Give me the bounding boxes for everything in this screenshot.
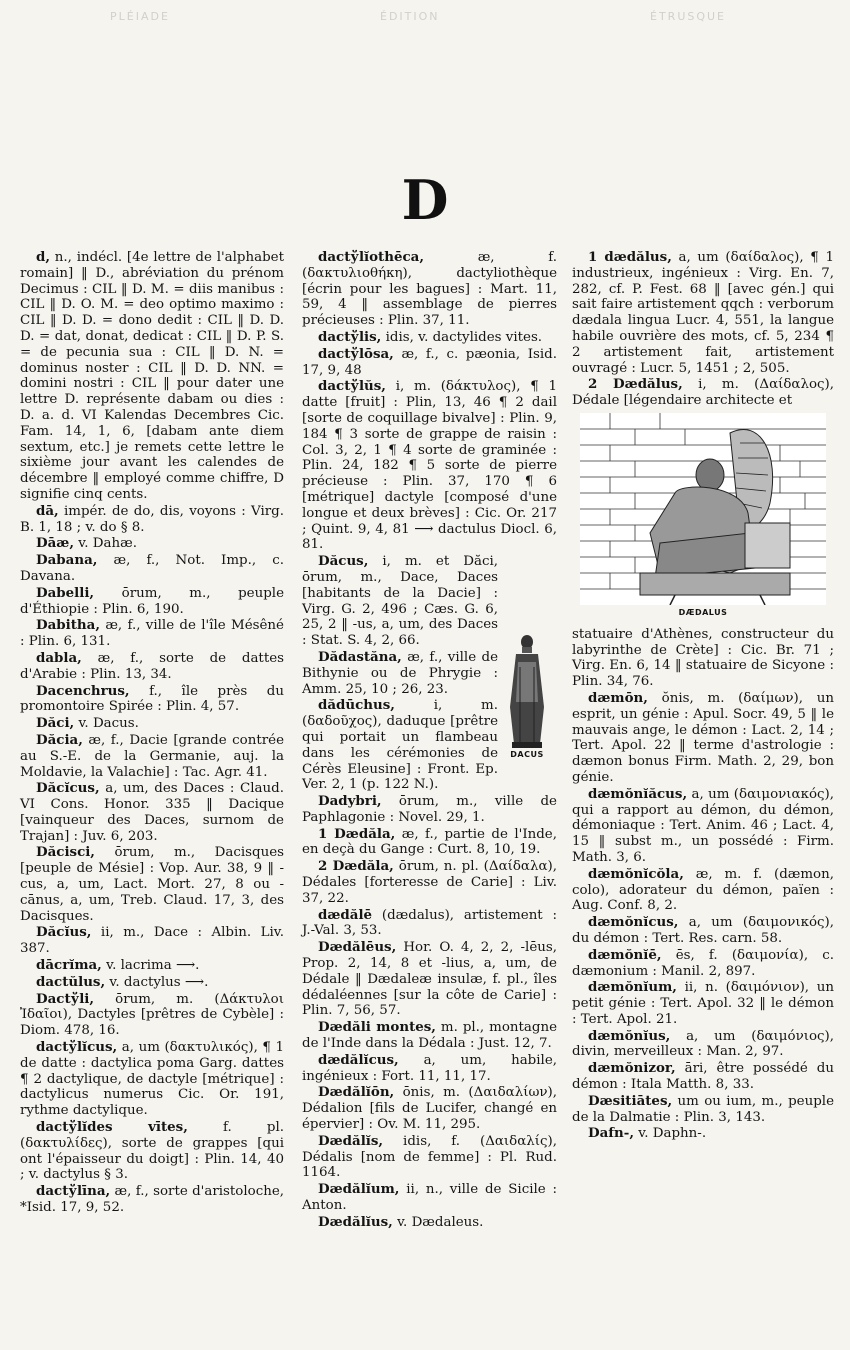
entry-headword: Dabana,	[36, 552, 98, 569]
entry-headword: dācrĭma,	[36, 957, 102, 974]
dictionary-entry	[302, 1053, 557, 1085]
daedalus-illustration	[580, 413, 826, 605]
dictionary-entry	[302, 330, 557, 346]
entry-definition: a, um (δαιμονικός), du démon : Tert. Res. carn. 58.	[572, 915, 834, 946]
dictionary-entry	[302, 250, 557, 329]
entry-definition: æ, f. (δακτυλιοθήκη), dactyliothèque [écrin pour les bagues] : Mart. 11, 59, 4 ‖ assemblage de pierres précieuses : Plin. 37, 11.	[302, 250, 557, 329]
entry-headword: Dāæ,	[36, 535, 75, 552]
entry-headword: dæmŏnĭcus,	[588, 914, 679, 931]
entry-definition: ōrum, m., Dacisques [peuple de Mésie] : Vop. Aur. 38, 9 ‖ -cus, a, um, Lact. Mort. 27, 8 ou -cānus, a, um, Treb. Claud. 17, 3, des Dacisques.	[20, 845, 284, 924]
faded-header-center: ÉDITION	[380, 10, 440, 23]
entry-definition: ōrum, m., peuple d'Éthiopie : Plin. 6, 190.	[20, 585, 284, 617]
dictionary-entry	[20, 781, 284, 844]
entry-headword: d,	[36, 249, 51, 265]
entry-headword: dactўlŭs,	[318, 378, 386, 395]
dictionary-entry	[20, 553, 284, 585]
entry-headword: dactўlōsa,	[318, 345, 394, 362]
dictionary-entry	[20, 1184, 284, 1216]
dictionary-entry	[572, 377, 834, 409]
entry-definition: ōrum, n. pl. (Δαίδαλα), Dédales [forteresse de Carie] : Liv. 37, 22.	[302, 859, 557, 906]
entry-headword: Dadybri,	[318, 793, 382, 810]
entry-headword: 1 dædălus,	[588, 249, 672, 265]
entry-headword: Dăcisci,	[36, 844, 95, 861]
dictionary-entry	[302, 1134, 557, 1181]
entry-headword: dactўlĭdes vītes,	[36, 1119, 188, 1136]
dictionary-entry	[20, 250, 284, 503]
section-letter: D	[401, 168, 449, 232]
entry-definition: v. lacrima ⟶.	[101, 958, 200, 974]
entry-headword: Dăci,	[36, 715, 75, 732]
entry-headword: 1 Dædăla,	[318, 825, 396, 842]
dictionary-entry	[20, 845, 284, 924]
entry-headword: Dădastăna,	[318, 648, 402, 665]
faded-header-right: ÉTRUSQUE	[650, 10, 727, 23]
dictionary-entry	[302, 794, 557, 826]
entry-definition: ōrum, m., ville de Paphlagonie : Novel. 29, 1.	[302, 794, 557, 825]
entry-headword: Dăcĭcus,	[36, 780, 100, 797]
entry-definition: æ, f., Dacie [grande contrée au S.-E. de la Germanie, auj. la Moldavie, la Valachie] : Tac. Agr. 41.	[20, 732, 284, 780]
entry-headword: Dædălēus,	[318, 939, 397, 956]
dictionary-entry	[572, 915, 834, 947]
dictionary-entry	[302, 1020, 557, 1052]
entry-headword: Dædălĭus,	[318, 1213, 393, 1230]
entry-definition: n., indécl. [4e lettre de l'alphabet romain] ‖ D., abréviation du prénom Decimus : CIL ‖ D. M. = diis manibus : CIL ‖ D. O. M. = deo optimo maximo : CIL ‖ D. D. = dono dedit : CIL ‖ D. D. D. = dat, donat, dedicat : CIL ‖ D. P. S. = de pecunia sua : CIL ‖ D. N. = dominus noster : CIL ‖ D. D. NN. = domini nostri : CIL ‖ pour dater une lettre D. représente dabam ou dies : D. a. d. VI Kalendas Decembres Cic. Fam. 14, 1, 6, [dabam ante diem sextum, etc.] je remets cette lettre le sixième jour avant les calendes de décembre ‖ employé comme chiffre, D signifie cinq cents.	[20, 250, 284, 502]
dictionary-entry	[20, 504, 284, 536]
entry-definition: m. pl., montagne de l'Inde dans la Dédala : Just. 12, 7.	[302, 1020, 557, 1052]
faded-header-left: PLÉIADE	[110, 10, 170, 23]
entry-definition: (dædalus), artistement : J.-Val. 3, 53.	[302, 907, 557, 939]
dictionary-entry	[572, 867, 834, 914]
entry-definition: Hor. O. 4, 2, 2, -lēus, Prop. 2, 14, 8 et -lius, a, um, de Dédale ‖ Dædaleæ insulæ, f. pl., îles dédaléennes [sur la côte de Carie] : Plin. 7, 56, 57.	[302, 940, 557, 1019]
entry-definition: ii, m., Dace : Albin. Liv. 387.	[20, 925, 284, 957]
entry-headword: Dædălĭs,	[318, 1132, 384, 1149]
dictionary-entry	[20, 992, 284, 1039]
entry-definition: v. Daphn-.	[634, 1126, 707, 1142]
dictionary-entry	[20, 586, 284, 618]
entry-headword: 2 Dædăla,	[318, 858, 394, 875]
entry-definition: f. pl. (δακτυλίδες), sorte de grappes [qui ont l'épaisseur du doigt] : Plin. 14, 40 ; v. dactylus § 3.	[20, 1120, 285, 1183]
dictionary-column-1	[20, 250, 284, 1217]
dictionary-entry	[20, 925, 284, 957]
entry-definition: āri, être possédé du démon : Itala Matth. 8, 33.	[572, 1061, 834, 1093]
dictionary-entry	[572, 980, 834, 1027]
entry-definition: æ, f., sorte d'aristoloche, *Isid. 17, 9, 52.	[20, 1184, 284, 1216]
entry-headword: Dafn-,	[588, 1125, 635, 1142]
dictionary-entry	[302, 859, 557, 906]
entry-definition: æ, f., c. pæonia, Isid. 17, 9, 48	[302, 346, 557, 378]
entry-headword: Dæsitiātes,	[588, 1092, 673, 1109]
entry-definition: a, um (δαιμονιακός), qui a rapport au démon, du démon, démoniaque : Tert. Anim. 46 ; Lact. 4, 15 ‖ subst m., un possédé : Firm. Math. 3, 6.	[572, 786, 834, 865]
entry-definition: æ, f., ville de l'île Mésêné : Plin. 6, 131.	[20, 618, 284, 650]
entry-definition: æ, f., Not. Imp., c. Davana.	[20, 553, 284, 584]
dictionary-entry	[572, 948, 834, 980]
dictionary-entry	[572, 1094, 834, 1126]
dictionary-entry	[20, 1040, 284, 1119]
entry-definition: ŏnis, m. (δαίμων), un esprit, un génie : Apul. Socr. 49, 5 ‖ le mauvais ange, le démon : Lact. 2, 14 ; Tert. Apol. 22 ‖ terme d'astrologie : dæmon bonus Firm. Math. 2, 29, bon génie.	[572, 690, 834, 785]
entry-definition: v. Dædaleus.	[392, 1214, 484, 1230]
dictionary-entry	[302, 940, 557, 1019]
dictionary-entry	[20, 651, 284, 683]
dictionary-entry	[20, 536, 284, 552]
dictionary-entry	[20, 716, 284, 732]
entry-headword: Dăcia,	[36, 731, 83, 748]
entry-definition: ōnis, m. (Δαιδαλίων), Dédalion [fils de Lucifer, changé en épervier] : Ov. M. 11, 295.	[302, 1085, 557, 1133]
entry-headword: dactўlĭcus,	[36, 1039, 118, 1056]
dictionary-entry	[302, 554, 498, 649]
entry-definition: statuaire d'Athènes, constructeur du labyrinthe de Crète] : Cic. Br. 71 ; Virg. En. 6, 14 ‖ statuaire de Sicyone : Plin. 34, 76.	[572, 626, 834, 690]
entry-headword: Dædălĭōn,	[318, 1084, 395, 1101]
dictionary-entry	[572, 787, 834, 866]
entry-definition: i, m. et Dăci, ōrum, m., Dace, Daces [habitants de la Dacie] : Virg. G. 2, 496 ; Cæs. G. 6, 25, 2 ‖ -us, a, um, des Daces : Stat. S. 4, 2, 66.	[302, 554, 498, 649]
entry-definition: ii, n. (δαιμόνιον), un petit génie : Tert. Apol. 32 ‖ le démon : Tert. Apol. 21.	[572, 980, 834, 1027]
entry-definition: ōrum, m. (Δάκτυλοι Ἰδαῖοι), Dactyles [prêtres de Cybèle] : Diom. 478, 16.	[20, 991, 284, 1039]
entry-headword: dæmŏnizor,	[588, 1060, 676, 1077]
entry-headword: dactŭlus,	[36, 973, 106, 990]
entry-headword: Dăcus,	[318, 553, 369, 570]
entry-definition: v. Dahæ.	[74, 536, 137, 552]
entry-headword: dā,	[36, 502, 59, 519]
dictionary-entry	[302, 650, 498, 697]
entry-headword: dădūchus,	[318, 697, 395, 714]
dictionary-entry	[302, 347, 557, 379]
dictionary-entry	[302, 379, 557, 553]
entry-definition: a, um (δαίδαλος), ¶ 1 industrieux, ingénieux : Virg. En. 7, 282, cf. P. Fest. 68 ‖ [avec gén.] qui sait faire artistement qqch : verborum dædala lingua Lucr. 4, 551, la langue habile ouvrière des mots, cf. 5, 234 ¶ 2 artistement fait, artistement ouvragé : Lucr. 5, 1451 ; 2, 505.	[572, 250, 834, 376]
entry-headword: Dacenchrus,	[36, 682, 130, 699]
daedalus-figure	[572, 413, 834, 621]
dictionary-entry	[572, 1126, 834, 1142]
dictionary-entry	[302, 1215, 557, 1231]
entry-headword: dæmŏnĭus,	[588, 1027, 671, 1044]
entry-headword: dæmŏnĭăcus,	[588, 785, 688, 802]
dacus-figure	[498, 632, 556, 759]
entry-definition: a, um, habile, ingénieux : Fort. 11, 11, 17.	[302, 1052, 557, 1084]
entry-headword: dæmŏnĭum,	[588, 979, 677, 996]
dictionary-entry	[20, 975, 284, 991]
entry-headword: dædălĭcus,	[318, 1051, 399, 1068]
entry-definition: æ, f., ville de Bithynie ou de Phrygie : Amm. 25, 10 ; 26, 23.	[302, 649, 498, 697]
dacus-caption: DACUS	[510, 750, 544, 759]
entry-definition: ēs, f. (δαιμονία), c. dæmonium : Manil. 2, 897.	[572, 947, 834, 979]
entry-headword: dæmŏnĭcŏla,	[588, 865, 684, 882]
dictionary-entry	[572, 627, 834, 690]
dictionary-entry	[302, 827, 557, 859]
dictionary-entry	[20, 618, 284, 650]
dictionary-entry	[572, 1061, 834, 1093]
dictionary-entry	[302, 1182, 557, 1214]
entry-headword: Dabelli,	[36, 584, 95, 601]
dictionary-entry	[302, 698, 498, 793]
dictionary-entry	[20, 733, 284, 780]
dictionary-entry	[572, 1029, 834, 1061]
entry-headword: dabla,	[36, 649, 82, 666]
entry-definition: f., île près du promontoire Spirée : Plin. 4, 57.	[20, 683, 284, 715]
entry-headword: Dactўli,	[36, 990, 95, 1007]
entry-definition: æ, f., partie de l'Inde, en deçà du Gange : Curt. 8, 10, 19.	[302, 826, 557, 858]
dictionary-column-3	[572, 250, 834, 1143]
entry-definition: v. Dacus.	[74, 716, 139, 732]
entry-headword: Dăcĭus,	[36, 924, 92, 941]
entry-headword: dactўlīna,	[36, 1183, 111, 1200]
entry-definition: ii, n., ville de Sicile : Anton.	[302, 1182, 557, 1214]
dictionary-entry	[572, 691, 834, 786]
entry-headword: Dabitha,	[36, 617, 100, 634]
entry-definition: idis, f. (Δαιδαλίς), Dédalis [nom de femme] : Pl. Rud. 1164.	[302, 1133, 557, 1181]
dictionary-entry	[572, 250, 834, 376]
entry-headword: dactўlis,	[318, 328, 382, 345]
entry-definition: v. dactylus ⟶.	[105, 974, 209, 990]
daedalus-caption: DÆDALUS	[678, 607, 728, 617]
entry-headword: Dædălĭum,	[318, 1181, 400, 1198]
entry-definition: a, um, des Daces : Claud. VI Cons. Honor. 335 ‖ Dacique [vainqueur des Daces, surnom de Trajan] : Juv. 6, 203.	[20, 781, 284, 844]
entry-definition: idis, v. dactylides vites.	[381, 329, 543, 345]
entry-headword: 2 Dædălus,	[588, 376, 683, 393]
entry-definition: a, um (δαιμόνιος), divin, merveilleux : Man. 2, 97.	[572, 1028, 834, 1060]
entry-headword: dæmōn,	[588, 689, 648, 706]
dictionary-entry	[20, 958, 284, 974]
dictionary-entry	[20, 684, 284, 716]
entry-definition: æ, m. f. (dæmon, colo), adorateur du démon, païen : Aug. Conf. 8, 2.	[572, 866, 834, 914]
entry-headword: dæmŏnĭē,	[588, 946, 662, 963]
faded-running-header	[0, 6, 850, 26]
entry-definition: i, m. (δαδοῦχος), daduque [prêtre qui portait un flambeau dans les cérémonies de Cérès Eleusine] : Front. Ep. Ver. 2, 1 (p. 122 N.).	[302, 698, 498, 793]
dictionary-entry	[302, 1085, 557, 1132]
entry-definition: i, m. (Δαίδαλος), Dédale [légendaire architecte et	[572, 377, 834, 409]
entry-definition: æ, f., sorte de dattes d'Arabie : Plin. 13, 34.	[20, 650, 284, 682]
entry-headword: Dædăli montes,	[318, 1019, 436, 1036]
entry-definition: a, um (δακτυλικός), ¶ 1 de datte : dactylica poma Garg. dattes ¶ 2 dactylique, de dactyle [métrique] : dactylicus numerus Cic. Or. 191, rythme dactylique.	[20, 1040, 284, 1119]
dacus-illustration	[502, 632, 552, 750]
entry-definition: um ou ium, m., peuple de la Dalmatie : Plin. 3, 143.	[572, 1093, 834, 1125]
dictionary-entry	[20, 1120, 284, 1183]
entry-definition: impér. de do, dis, voyons : Virg. B. 1, 18 ; v. do § 8.	[20, 503, 284, 535]
entry-headword: dædălē	[318, 906, 373, 923]
entry-definition: i, m. (δάκτυλος), ¶ 1 datte [fruit] : Plin, 13, 46 ¶ 2 dail [sorte de coquillage bivalve] : Plin. 9, 184 ¶ 3 sorte de grappe de raisin : Col. 3, 2, 1 ¶ 4 sorte de graminée : Plin. 24, 182 ¶ 5 sorte de pierre précieuse : Plin. 37, 170 ¶ 6 [métrique] dactyle [composé d'une longue et deux brèves] : Cic. Or. 217 ; Quint. 9, 4, 81 ⟶ dactulus Diocl. 6, 81.	[302, 379, 557, 553]
dictionary-entry	[302, 908, 557, 940]
entry-headword: dactўlĭothēca,	[318, 249, 424, 265]
